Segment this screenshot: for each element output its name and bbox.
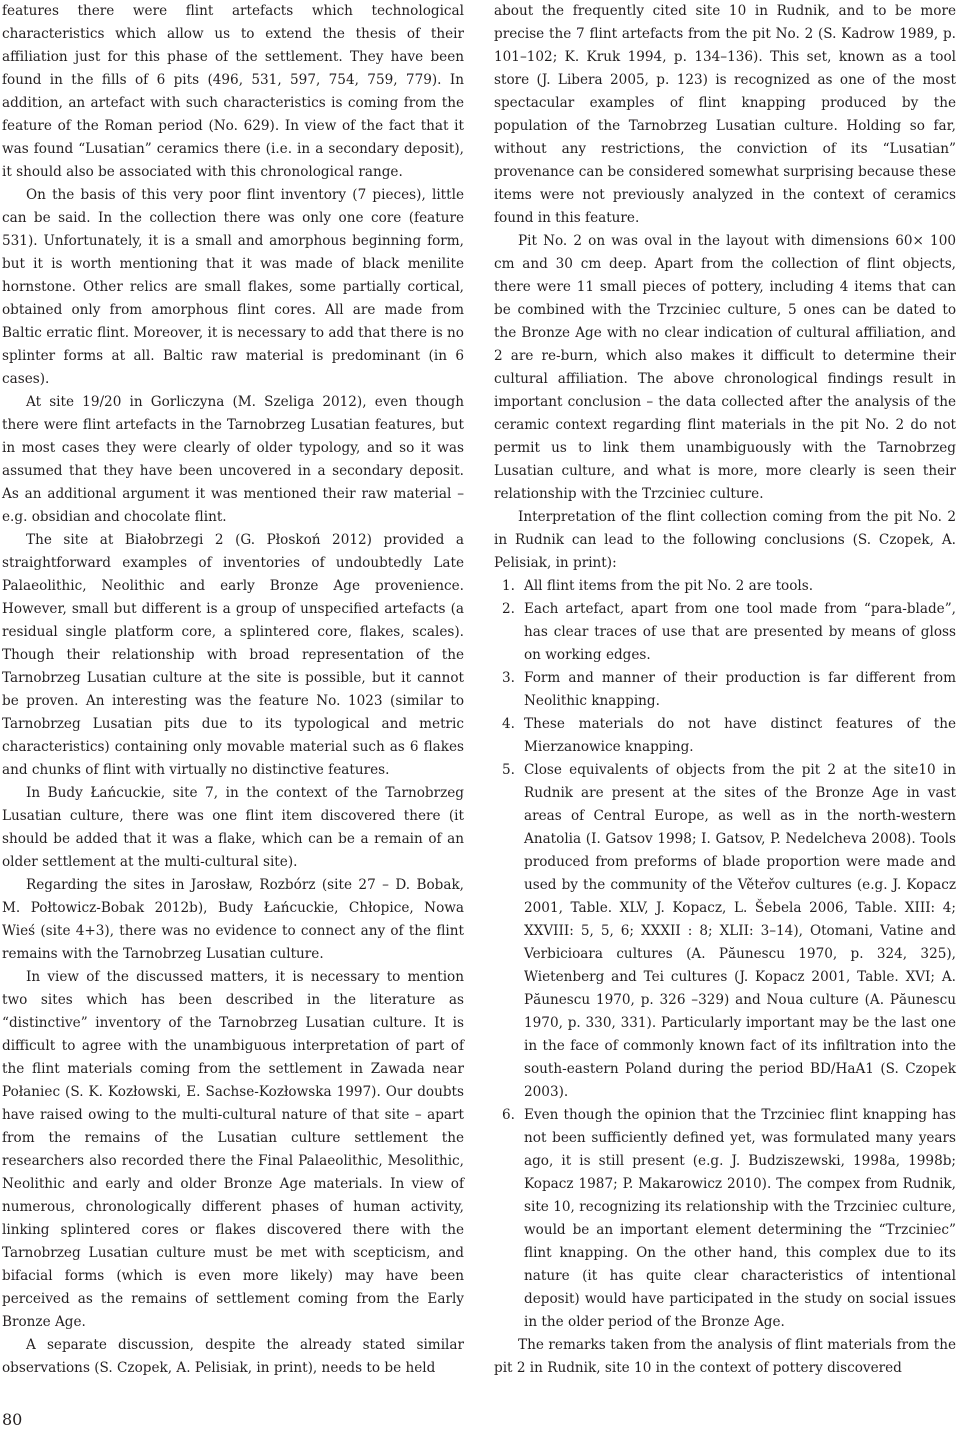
paragraph: Interpretation of the flint collection coming from the pit No. 2 in Rudnik can lead to the following conclusions (S. Czopek, A. Pelisiak, in print): <box>494 509 956 571</box>
list-item <box>494 759 956 1104</box>
right-column <box>494 0 956 1380</box>
paragraph: Regarding the sites in Jarosław, Rozbórz (site 27 – D. Bobak, M. Połtowicz-Bobak 2012b), Budy Łańcuckie, Chłopice, Nowa Wieś (site 4+3), there was no evidence to connect any of the flint remains with the Tarnobrzeg Lusatian culture. <box>2 877 464 962</box>
paragraph: The site at Białobrzegi 2 (G. Płoskoń 2012) provided a straightforward examples of inventories of undoubtedly Late Palaeolithic, Neolithic and early Bronze Age provenience. However, small but different is a group of unspecified artefacts (a residual single platform core, a splintered core, flakes, scales). Though their relationship with broad representation of the Tarnobrzeg Lusatian culture at the site is possible, but it cannot be proven. An interesting was the feature No. 1023 (similar to Tarnobrzeg Lusatian pits due to its typological and metric characteristics) containing only movable material such as 6 flakes and chunks of flint with virtually no distinctive features. <box>2 532 464 778</box>
paragraph: about the frequently cited site 10 in Rudnik, and to be more precise the 7 flint artefacts from the pit No. 2 (S. Kadrow 1989, p. 101–102; K. Kruk 1994, p. 134–136). This set, known as a tool store (J. Libera 2005, p. 123) is recognized as one of the most spectacular examples of flint knapping produced by the population of the Tarnobrzeg Lusatian culture. Holding so far, without any restrictions, the conviction of its “Lusatian” provenance can be considered somewhat surprising because these items were not previously analyzed in the context of ceramics found in this feature. <box>494 3 956 226</box>
list-item-number: 6. <box>502 1107 515 1123</box>
list-item <box>494 598 956 667</box>
list-item <box>494 575 956 598</box>
list-item-number: 4. <box>502 716 515 732</box>
paragraph: features there were flint artefacts which technological characteristics which allow us to extend the thesis of their affiliation just for this phase of the settlement. They have been found in the fills of 6 pits (496, 531, 597, 754, 759, 779). In addition, an artefact with such characteristics is coming from the feature of the Roman period (No. 629). In view of the fact that it was found “Lusatian” ceramics there (i.e. in a secondary deposit), it should also be associated with this chronological range. <box>2 3 464 180</box>
paragraph: A separate discussion, despite the already stated similar observations (S. Czopek, A. Pelisiak, in print), needs to be held <box>2 1337 464 1376</box>
list-item-text: Even though the opinion that the Trzciniec flint knapping has not been sufficiently defined yet, was formulated many years ago, it is still present (e.g. J. Budziszewski, 1998a, 1998b; Kopacz 1987; P. Makarowicz 2010). The compex from Rudnik, site 10, recognizing its relationship with the Trzciniec culture, would be an important element determining the “Trzciniec” flint knapping. On the other hand, this complex due to its nature (it has quite clear characteristics of intentional deposit) would have participated in the study on social issues in the older period of the Bronze Age. <box>524 1107 956 1330</box>
list-item <box>494 1104 956 1334</box>
page-number: 80 <box>2 1410 23 1429</box>
list-item <box>494 713 956 759</box>
left-column <box>2 0 464 1380</box>
list-item-text: Each artefact, apart from one tool made from “para-blade”, has clear traces of use that are presented by means of gloss on working edges. <box>524 601 956 663</box>
paragraph: In Budy Łańcuckie, site 7, in the context of the Tarnobrzeg Lusatian culture, there was one flint item discovered there (it should be added that it was a flake, which can be a remain of an older settlement at the multi-cultural site). <box>2 785 464 870</box>
list-item-text: Close equivalents of objects from the pit 2 at the site10 in Rudnik are present at the sites of the Bronze Age in vast areas of Central Europe, as well as in the north-western Anatolia (I. Gatsov 1998; I. Gatsov, P. Nedelcheva 2008). Tools produced from preforms of blade proportion were made and used by the community of the Věteřov cultures (e.g. J. Kopacz 2001, Table. XLV, J. Kopacz, L. Šebela 2006, Table. XIII: 4; XXVIII: 5, 5, 6; XXXII : 8; XLII: 3–14), Otomani, Vatine and Verbicioara cultures (A. Păunescu 1970, p. 324, 325), Wietenberg and Tei cultures (J. Kopacz 2001, Table. XVI; A. Păunescu 1970, p. 326 –329) and Noua culture (A. Păunescu 1970, p. 330, 331). Particularly important may be the last one in the face of commonly known fact of its infiltration into the south-eastern Poland during the period BD/HaA1 (S. Czopek 2003). <box>524 762 956 1100</box>
paragraph: On the basis of this very poor flint inventory (7 pieces), little can be said. In the collection there was only one core (feature 531). Unfortunately, it is a small and amorphous beginning form, but it is worth mentioning that it was made of black menilite hornstone. Other relics are small flakes, some partially cortical, obtained only from amorphous flint cores. All are made from Baltic erratic flint. Moreover, it is necessary to add that there is no splinter forms at all. Baltic raw material is predominant (in 6 cases). <box>2 187 464 387</box>
list-item-text: All flint items from the pit No. 2 are tools. <box>524 578 814 594</box>
list-item-text: These materials do not have distinct features of the Mierzanowice knapping. <box>524 716 956 755</box>
paragraph: At site 19/20 in Gorliczyna (M. Szeliga 2012), even though there were flint artefacts in the Tarnobrzeg Lusatian features, but in most cases they were clearly of older typology, and so it was assumed that they have been uncovered in a secondary deposit. As an additional argument it was mentioned their raw material – e.g. obsidian and chocolate flint. <box>2 394 464 525</box>
list-item-text: Form and manner of their production is far different from Neolithic knapping. <box>524 670 956 709</box>
list-item-number: 3. <box>502 670 515 686</box>
paragraph: In view of the discussed matters, it is necessary to mention two sites which has been described in the literature as “distinctive” inventory of the Tarnobrzeg Lusatian culture. It is difficult to agree with the unambiguous interpretation of part of the flint materials coming from the settlement in Zawada near Połaniec (S. K. Kozłowski, E. Sachse-Kozłowska 1997). Our doubts have raised owing to the multi-cultural nature of that site – apart from the remains of the Lusatian culture settlement the researchers also recorded there the Final Palaeolithic, Mesolithic, Neolithic and early and older Bronze Age materials. In view of numerous, chronologically different phases of human activity, linking splintered cores or flakes discovered there with the Tarnobrzeg Lusatian culture must be met with scepticism, and bifacial forms (which is even more likely) may have been perceived as the remains of settlement coming from the Early Bronze Age. <box>2 969 464 1330</box>
list-item-number: 2. <box>502 601 515 617</box>
list-item-number: 1. <box>502 578 515 594</box>
list-item-number: 5. <box>502 762 515 778</box>
paragraph: The remarks taken from the analysis of flint materials from the pit 2 in Rudnik, site 10 in the context of pottery discovered <box>494 1337 956 1376</box>
list-item <box>494 667 956 713</box>
conclusions-list <box>494 575 956 1334</box>
paragraph: Pit No. 2 on was oval in the layout with dimensions 60× 100 cm and 30 cm deep. Apart from the collection of flint objects, there were 11 small pieces of pottery, including 4 items that can be combined with the Trzciniec culture, 5 ones can be dated to the Bronze Age with no clear indication of cultural affiliation, and 2 are re-burn, which also makes it difficult to determine their cultural affiliation. The above chronological findings result in important conclusion – the data collected after the analysis of the ceramic context regarding flint materials in the pit No. 2 do not permit us to link them unambiguously with the Tarnobrzeg Lusatian culture, and what is more, more clearly is seen their relationship with the Trzciniec culture. <box>494 233 956 502</box>
